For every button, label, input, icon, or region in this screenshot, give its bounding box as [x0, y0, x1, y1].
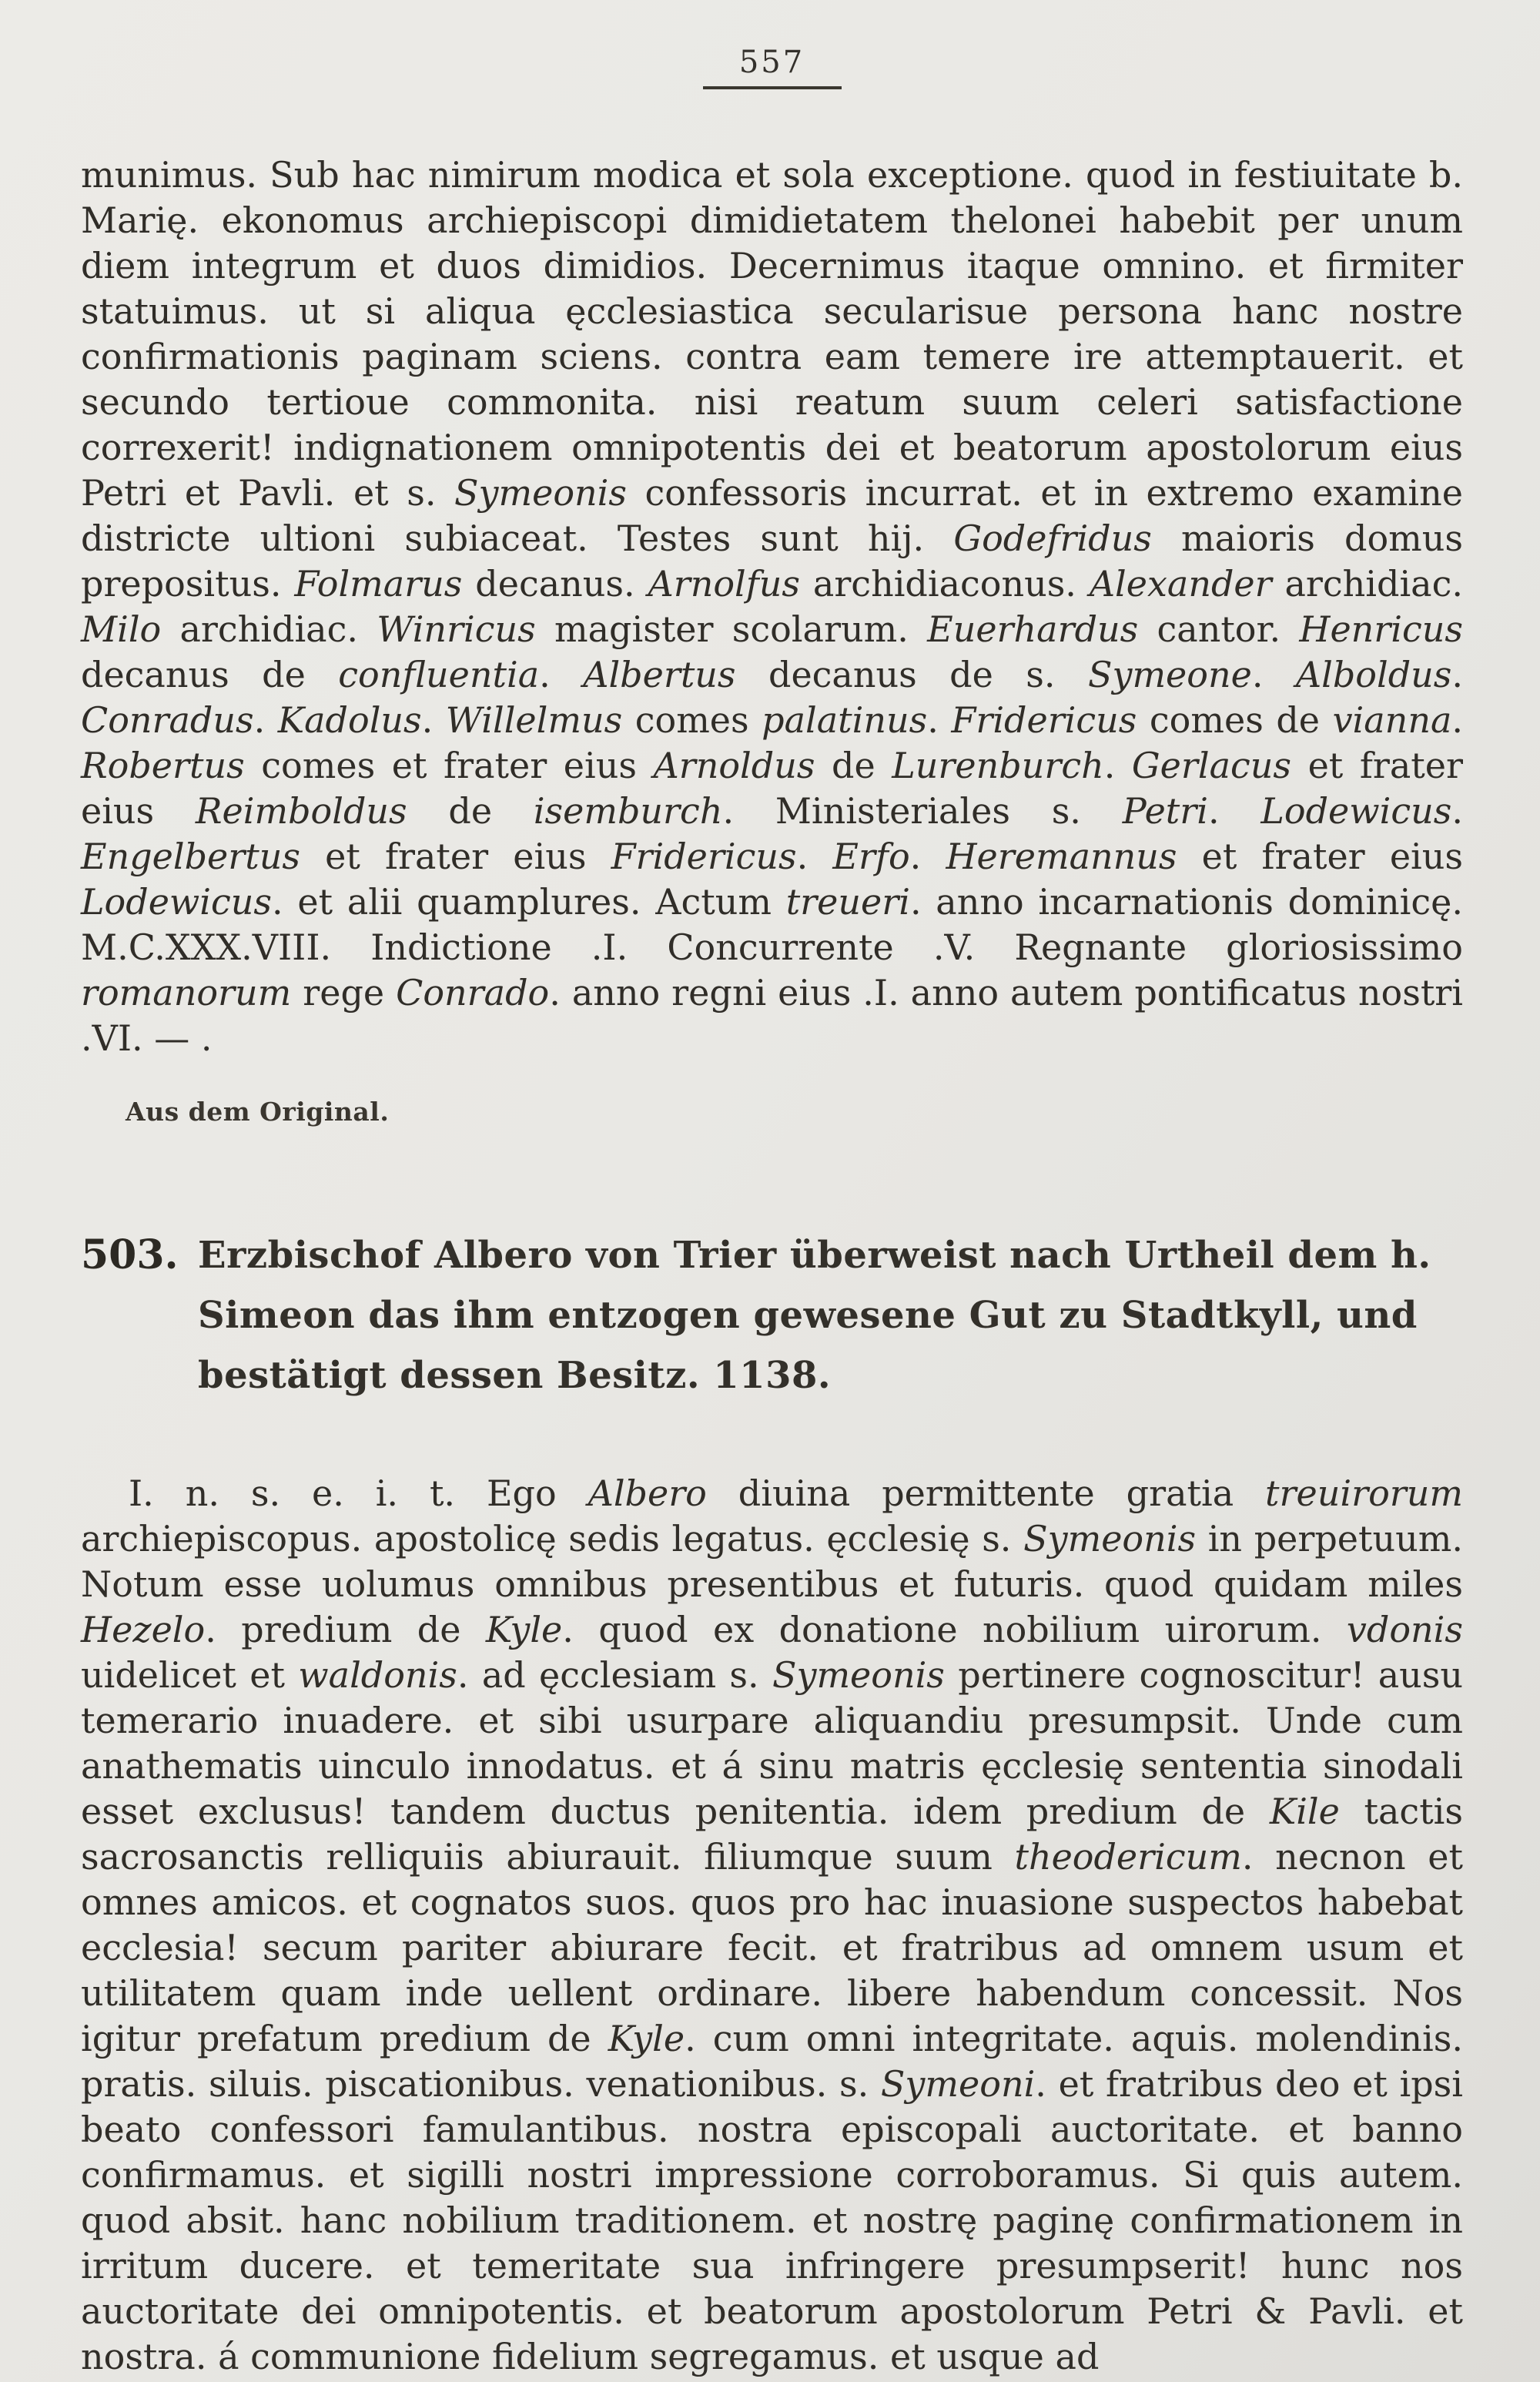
text-run: in perpetuum. Notum esse uolumus omnibus presentibus et futuris. quod quidam miles — [81, 1518, 1463, 1605]
text-run: . — [1451, 699, 1463, 741]
text-run: . et fratribus deo et ipsi beato confessori famulantibus. nostra episcopali auctoritate. et banno confirmamus. et sigilli nostri impressione corroboramus. Si quis autem. quod absit. hanc nobilium traditionem. et nostrę paginę confirmationem in irritum ducere. et temeritate sua infringere presumpserit! hunc nos auctoritate dei omnipotentis. et beatorum apostolorum Petri & Pavli. et nostra. á communione fidelium segregamus. et usque ad — [81, 2063, 1464, 2377]
text-run: . — [1251, 654, 1296, 695]
italic-text-run: Kadolus — [277, 699, 422, 741]
text-run: . — [539, 654, 584, 695]
text-run: maioris domus prepositus. — [81, 518, 1464, 605]
italic-text-run: Euerhardus — [927, 608, 1139, 650]
text-run: de — [407, 790, 534, 832]
italic-text-run: Arnolfus — [648, 563, 801, 605]
text-run: archidiac. — [1271, 563, 1463, 605]
italic-text-run: Lodewicus — [81, 881, 272, 923]
italic-text-run: isemburch — [533, 790, 723, 832]
text-run: decanus de — [81, 654, 339, 695]
text-run: et frater eius — [300, 836, 611, 877]
italic-text-run: Winricus — [377, 608, 536, 650]
text-run: archidiaconus. — [800, 563, 1090, 605]
entry-503-heading — [81, 1225, 1463, 1405]
text-run: diuina permittente gratia — [706, 1472, 1266, 1514]
text-run: . — [1451, 790, 1463, 832]
text-run: . — [1451, 654, 1463, 695]
text-run: archidiac. — [161, 608, 377, 650]
charter-502-continuation-text — [81, 152, 1463, 1061]
italic-text-run: Symeonis — [772, 1654, 945, 1696]
text-run: et frater eius — [81, 745, 1464, 832]
italic-text-run: Godefridus — [953, 518, 1152, 559]
italic-text-run: Milo — [81, 608, 162, 650]
italic-text-run: Lodewicus — [1260, 790, 1452, 832]
italic-text-run: Lurenburch — [892, 745, 1104, 786]
italic-text-run: Kile — [1269, 1791, 1340, 1832]
italic-text-run: Fridericus — [951, 699, 1137, 741]
text-run: cantor. — [1138, 608, 1300, 650]
text-run: tactis sacrosanctis relliquiis abiurauit. filiumque suum — [81, 1791, 1463, 1878]
text-run: . — [909, 836, 946, 877]
text-run: . quod ex donatione nobilium uirorum. — [562, 1609, 1347, 1650]
text-run: . — [1103, 745, 1132, 786]
text-run: . — [253, 699, 278, 741]
italic-text-run: Symeoni — [880, 2063, 1036, 2105]
page-number: 557 — [738, 45, 805, 80]
italic-text-run: palatinus — [762, 699, 928, 741]
italic-text-run: Willelmus — [445, 699, 623, 741]
text-run: . necnon et omnes amicos. et cognatos suos. quos pro hac inuasione suspectos habebat ecclesia! secum pariter abiurare fecit. et fratribus ad omnem usum et utilitatem quam inde uellent ordinare. libere habendum concessit. Nos igitur prefatum predium de — [81, 1836, 1463, 2059]
text-run: magister scolarum. — [535, 608, 928, 650]
italic-text-run: theodericum — [1014, 1836, 1242, 1878]
text-run: uidelicet et — [81, 1654, 299, 1696]
text-run: pertinere cognoscitur! ausu temerario inuadere. et sibi usurpare aliquandiu presumpsit. Unde cum anathematis uinculo innodatus. et á sinu matris ęcclesię sententia sinodali esset exclusus! tandem ductus penitentia. idem predium de — [81, 1654, 1463, 1832]
italic-text-run: Conradus — [81, 699, 254, 741]
text-run: comes de — [1137, 699, 1333, 741]
text-run: . — [421, 699, 446, 741]
text-run: . — [796, 836, 833, 877]
italic-text-run: Engelbertus — [81, 836, 300, 877]
italic-text-run: Henricus — [1299, 608, 1463, 650]
italic-text-run: Conrado — [396, 972, 550, 1013]
text-run: . anno regni eius .I. anno autem pontificatus nostri .VI. — . — [81, 972, 1464, 1059]
italic-text-run: romanorum — [81, 972, 292, 1013]
text-run: archiepiscopus. apostolicę sedis legatus. ęcclesię s. — [81, 1518, 1024, 1560]
italic-text-run: Symeone — [1087, 654, 1252, 695]
text-run: I. n. s. e. i. t. Ego — [129, 1472, 588, 1514]
source-note: Aus dem Original. — [126, 1097, 390, 1127]
page-header — [81, 45, 1463, 89]
text-run: . anno incarnationis dominicę. M.C.XXX.VIII. Indictione .I. Concurrente .V. Regnante gloriosissimo — [81, 881, 1463, 968]
italic-text-run: Folmarus — [294, 563, 463, 605]
italic-text-run: Symeonis — [1023, 1518, 1197, 1560]
italic-text-run: Robertus — [81, 745, 245, 786]
text-run: de — [815, 745, 892, 786]
italic-text-run: Petri — [1122, 790, 1208, 832]
italic-text-run: Gerlacus — [1131, 745, 1292, 786]
text-run: comes — [622, 699, 762, 741]
italic-text-run: Reimboldus — [195, 790, 407, 832]
text-run: decanus. — [462, 563, 648, 605]
entry-number: 503. — [81, 1231, 179, 1278]
italic-text-run: Alexander — [1089, 563, 1272, 605]
entry-title: Erzbischof Albero von Trier überweist nach Urtheil dem h. Simeon das ihm entzogen gewesene Gut zu Stadtkyll, und bestätigt dessen Besitz. 1138. — [198, 1234, 1431, 1397]
text-run: munimus. Sub hac nimirum modica et sola exceptione. quod in festiuitate b. Marię. ekonomus archiepiscopi dimidietatem thelonei habebit per unum diem integrum et duos dimidios. Decernimus itaque omnino. et firmiter statuimus. ut si aliqua ęcclesiastica secularisue persona hanc nostre confirmationis paginam sciens. contra eam temere ire attemptauerit. et secundo tertioue commonita. nisi reatum suum celeri satisfactione correxerit! indignationem omnipotentis dei et beatorum apostolorum eius Petri et Pavli. et s. — [81, 154, 1463, 514]
italic-text-run: Hezelo — [81, 1609, 206, 1650]
text-run: et frater eius — [1177, 836, 1463, 877]
text-run: decanus de s. — [735, 654, 1088, 695]
italic-text-run: Fridericus — [611, 836, 797, 877]
italic-text-run: treueri — [785, 881, 910, 923]
text-run: . ad ęcclesiam s. — [457, 1654, 772, 1696]
italic-text-run: Kyle — [608, 2018, 685, 2059]
text-run: . — [927, 699, 952, 741]
italic-text-run: waldonis — [298, 1654, 457, 1696]
italic-text-run: vdonis — [1346, 1609, 1463, 1650]
italic-text-run: Albero — [588, 1472, 707, 1514]
italic-text-run: Arnoldus — [653, 745, 815, 786]
italic-text-run: Albertus — [583, 654, 736, 695]
text-run: rege — [291, 972, 397, 1013]
text-run: . et alii quamplures. Actum — [272, 881, 786, 923]
text-run: . — [1207, 790, 1261, 832]
italic-text-run: Alboldus — [1295, 654, 1452, 695]
italic-text-run: Heremannus — [946, 836, 1177, 877]
italic-text-run: Kyle — [485, 1609, 563, 1650]
text-run: . Ministeriales s. — [722, 790, 1123, 832]
text-run: . cum omni integritate. aquis. molendinis. pratis. siluis. piscationibus. venationibus. s. — [81, 2018, 1463, 2105]
italic-text-run: vianna — [1332, 699, 1452, 741]
italic-text-run: confluentia — [338, 654, 540, 695]
text-run: comes et frater eius — [244, 745, 654, 786]
italic-text-run: Erfo — [832, 836, 910, 877]
italic-text-run: Symeonis — [454, 472, 627, 514]
text-run: confessoris incurrat. et in extremo examine districte ultioni subiaceat. Testes sunt hij. — [81, 472, 1463, 559]
page-number-rule — [703, 86, 842, 89]
text-run: . predium de — [205, 1609, 486, 1650]
charter-503-text — [81, 1471, 1463, 2380]
italic-text-run: treuirorum — [1265, 1472, 1463, 1514]
